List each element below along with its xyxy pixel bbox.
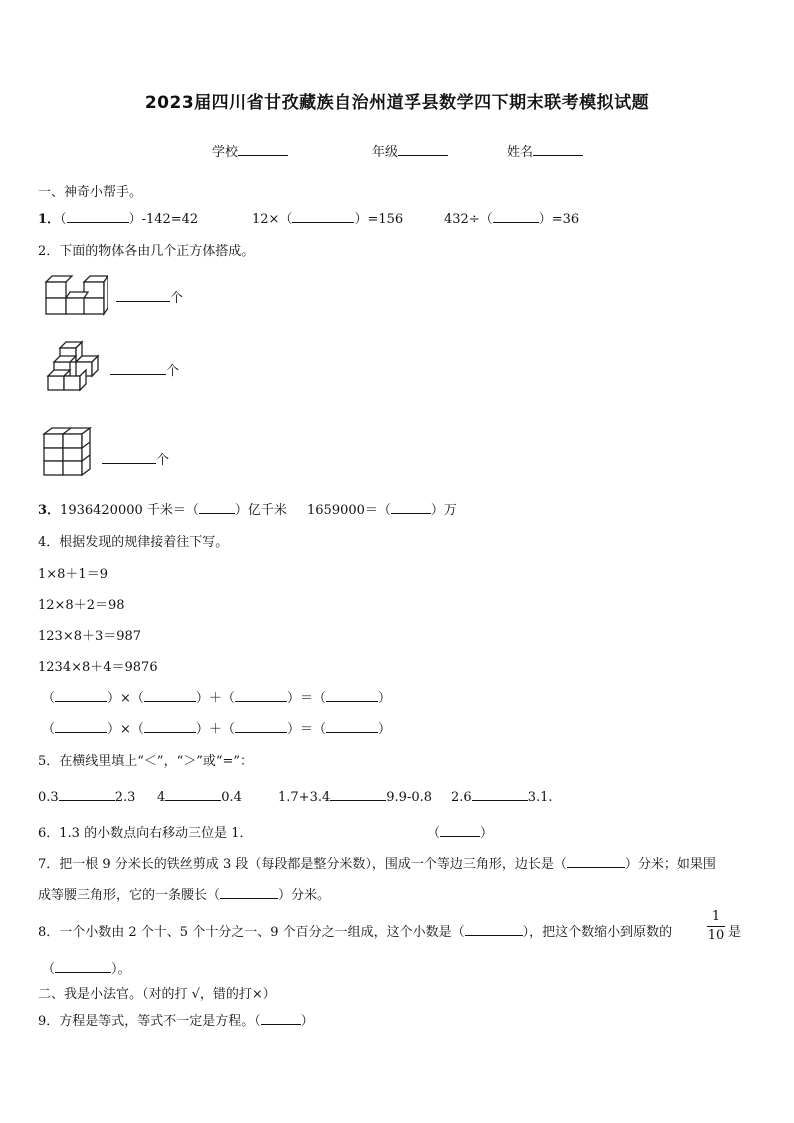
fraction-bar: [707, 926, 725, 927]
question-1: 1．（ ）-142=42: [38, 208, 198, 227]
answer-blank[interactable]: [261, 1010, 301, 1025]
grade-label: 年级: [372, 145, 399, 160]
pattern-answer-2: （ ）×（ ）＋（ ）＝（ ）: [42, 718, 391, 737]
answer-blank[interactable]: [199, 499, 235, 514]
cube-figure-1: [42, 270, 108, 318]
answer-blank[interactable]: [110, 360, 166, 375]
answer-blank[interactable]: [220, 884, 278, 899]
question-6-answer: （ ）: [427, 822, 493, 841]
answer-blank[interactable]: [326, 687, 378, 702]
answer-line-1: 个: [116, 287, 183, 306]
compare-item-1: 0.3 2.3: [38, 786, 135, 805]
answer-blank[interactable]: [55, 958, 111, 973]
question-5: 5．在横线里填上“＜”，“＞”或“=”：: [38, 754, 254, 769]
pattern-line-1: 1×8＋1＝9: [38, 567, 108, 582]
answer-blank[interactable]: [116, 287, 170, 302]
answer-blank[interactable]: [67, 208, 129, 223]
answer-blank[interactable]: [55, 718, 107, 733]
fraction-one-tenth: [707, 910, 725, 943]
cube-figure-2: [46, 338, 108, 396]
name-blank[interactable]: [533, 141, 583, 156]
school-field: [212, 141, 288, 160]
answer-blank[interactable]: [440, 822, 480, 837]
question-6: 6．1.3 的小数点向右移动三位是 1．: [38, 826, 253, 841]
compare-blank[interactable]: [165, 786, 221, 801]
pattern-line-2: 12×8＋2＝98: [38, 598, 125, 613]
answer-blank[interactable]: [102, 449, 156, 464]
compare-blank[interactable]: [330, 786, 386, 801]
school-blank[interactable]: [238, 141, 288, 156]
question-2: 2．下面的物体各由几个正方体搭成。: [38, 244, 255, 259]
section-heading-2: 二、我是小法官。（对的打 √，错的打×）: [38, 987, 276, 1002]
answer-blank[interactable]: [465, 921, 523, 936]
answer-blank[interactable]: [235, 687, 287, 702]
answer-blank[interactable]: [326, 718, 378, 733]
question-3: 3．1936420000 千米＝（ ）亿千米: [38, 499, 287, 518]
answer-blank[interactable]: [144, 687, 196, 702]
question-8-line-2: （ ）。: [42, 958, 131, 977]
school-label: 学校: [212, 145, 239, 160]
question-9: 9．方程是等式，等式不一定是方程。（ ）: [38, 1010, 314, 1029]
compare-item-4: 2.6 3.1.: [451, 786, 553, 805]
cube-figure-3: [42, 426, 98, 478]
answer-blank[interactable]: [144, 718, 196, 733]
answer-blank[interactable]: [55, 687, 107, 702]
compare-blank[interactable]: [59, 786, 115, 801]
question-1c: 432÷（ ）=36: [444, 208, 579, 227]
answer-blank[interactable]: [567, 853, 625, 868]
compare-blank[interactable]: [472, 786, 528, 801]
answer-line-2: 个: [110, 360, 179, 379]
compare-item-2: 4 0.4: [157, 786, 242, 805]
question-8-suffix: 是: [728, 925, 742, 940]
answer-blank[interactable]: [292, 208, 354, 223]
question-number: 1．: [38, 212, 61, 227]
section-heading-1: 一、神奇小帮手。: [38, 185, 143, 200]
grade-field: [372, 141, 448, 160]
compare-item-3: 1.7+3.4 9.9-0.8: [278, 786, 432, 805]
page-title: 2023届四川省甘孜藏族自治州道孚县数学四下期末联考模拟试题: [144, 93, 650, 113]
question-8-line-1: 8．一个小数由 2 个十、5 个十分之一、9 个百分之一组成，这个小数是（ ），把这个数缩小到原数的: [38, 921, 672, 940]
question-number: 3．: [38, 503, 61, 518]
name-field: [507, 141, 583, 160]
grade-blank[interactable]: [398, 141, 448, 156]
answer-line-3: 个: [102, 449, 169, 468]
question-7-line-2: 成等腰三角形，它的一条腰长（ ）分米。: [38, 884, 330, 903]
pattern-line-4: 1234×8＋4＝9876: [38, 660, 158, 675]
question-1b: 12×（ ）=156: [252, 208, 403, 227]
answer-blank[interactable]: [493, 208, 539, 223]
pattern-answer-1: （ ）×（ ）＋（ ）＝（ ）: [42, 687, 391, 706]
question-7-line-1: 7．把一根 9 分米长的铁丝剪成 3 段（每段都是整分米数），围成一个等边三角形，边长是（ ）分米；如果围: [38, 853, 716, 872]
fraction-denominator: 10: [707, 928, 725, 943]
answer-blank[interactable]: [391, 499, 431, 514]
pattern-line-3: 123×8＋3＝987: [38, 629, 142, 644]
question-3b: 1659000＝（ ）万: [307, 499, 457, 518]
answer-blank[interactable]: [235, 718, 287, 733]
question-4: 4．根据发现的规律接着往下写。: [38, 535, 229, 550]
fraction-numerator: 1: [711, 909, 721, 924]
name-label: 姓名: [507, 145, 534, 160]
